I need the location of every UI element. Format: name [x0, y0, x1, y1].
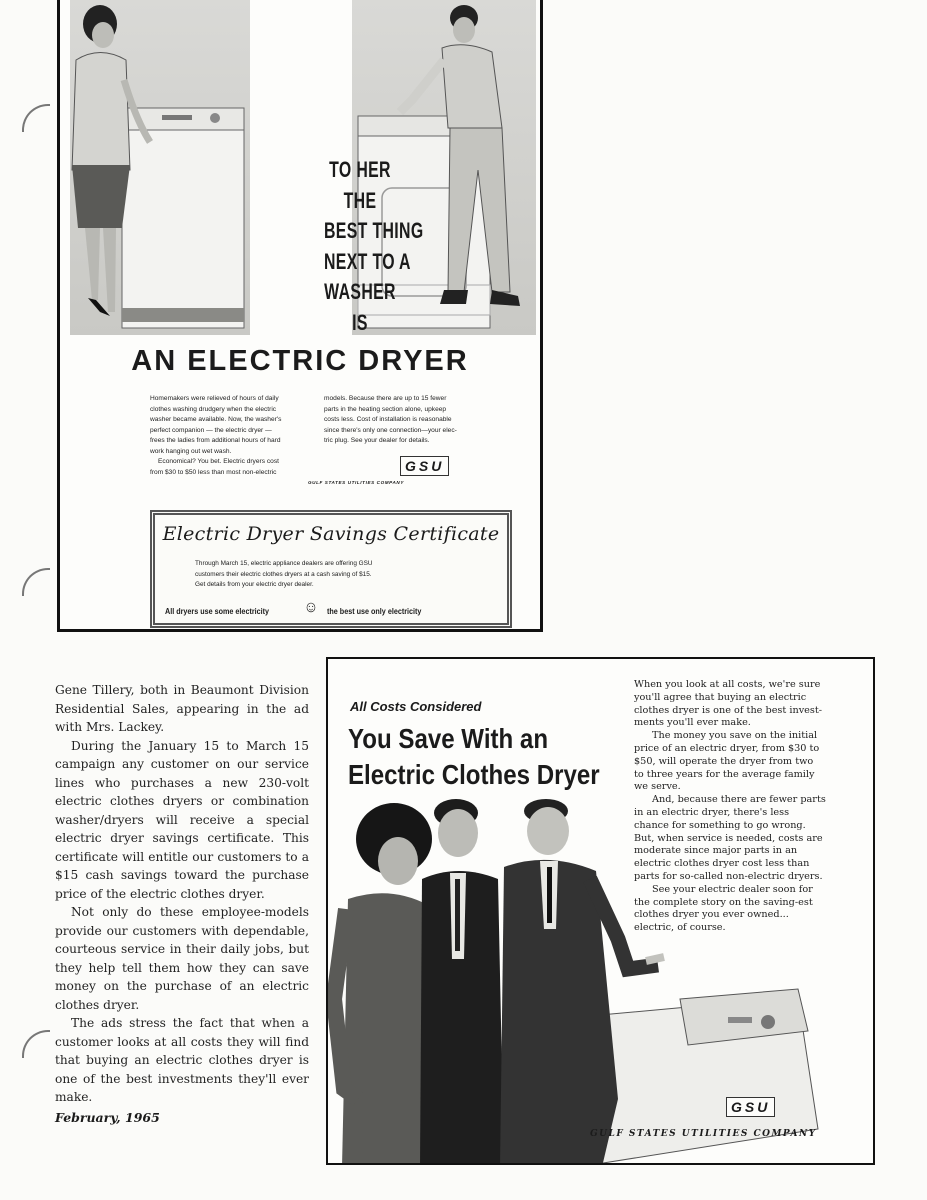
ad-body-line: since there's only one connection—your elec- — [324, 426, 457, 434]
savings-certificate — [150, 510, 512, 628]
headline-line: NEXT TO A — [324, 248, 411, 274]
ad-body-line: work hanging out wet wash. — [150, 447, 232, 455]
ad-body-line: costs less. Cost of installation is reasonable — [324, 416, 452, 423]
certificate-footer-right: the best use only electricity — [327, 607, 422, 616]
binder-hole-top — [22, 104, 50, 132]
certificate-line: Through March 15, electric appliance dealers are offering GSU — [195, 560, 373, 567]
electric-dryer-ad — [57, 0, 543, 632]
ad-body-right-column — [324, 394, 474, 447]
ad-copy-paragraph: See your electric dealer soon for the complete story on the saving-est clothes dryer you ever owned... electric, of course. — [634, 883, 813, 934]
certificate-body — [195, 559, 475, 591]
certificate-title: Electric Dryer Savings Certificate — [162, 523, 500, 545]
headline-to-her — [324, 155, 424, 338]
certificate-line: Get details from your electric dryer dealer. — [195, 581, 314, 588]
article-paragraph: During the January 15 to March 15 campaign any customer on our service lines who purchases a new 230-volt electric clothes dryers or combination washer/dryers will receive a special electric dryer savings certificate. This certificate will entitle our customers to a $15 cash savings toward the purchase price of the electric clothes dryer. — [55, 738, 309, 901]
headline-line: BEST THING — [324, 218, 424, 243]
ad-copy-paragraph: And, because there are fewer parts in an electric dryer, there's less chance for something to go wrong. But, when service is needed, costs are moderate since major parts in an electric clothes dryer cost less than parts for so-called non-electric dryers. — [634, 794, 826, 882]
ad-copy-paragraph: The money you save on the initial price of an electric dryer, from $30 to $50, will operate the dryer from two to three years for the average family we serve. — [634, 730, 820, 793]
article-paragraph: Not only do these employee-models provide our customers with dependable, courteous service in their daily jobs, but they help tell them how they can save money on the purchase of an electric clothes dryer. — [55, 905, 309, 1012]
ad-title-line: Electric Clothes Dryer — [348, 759, 600, 790]
headline-line: IS — [352, 309, 368, 335]
ad-body-line: Economical? You bet. Electric dryers cost — [158, 458, 279, 465]
ad-title-line: You Save With an — [348, 723, 549, 754]
headline-line: WASHER — [324, 279, 396, 304]
article-body — [55, 681, 309, 1107]
ad-body-line: parts in the heating section alone, upkeep — [324, 405, 447, 413]
binder-hole-middle — [22, 568, 50, 596]
gsu-company-name: GULF STATES UTILITIES COMPANY — [308, 480, 405, 485]
ad-body-line: models. Because there are up to 15 fewer — [324, 395, 447, 402]
gsu-logo-mark: GSU — [726, 1097, 775, 1117]
ad-body-line: frees the ladies from additional hours of hard — [150, 437, 281, 444]
gsu-logo — [400, 456, 449, 476]
ad-kicker: All Costs Considered — [350, 699, 482, 714]
woman-with-washer-photo — [70, 0, 250, 335]
gsu-company-name: GULF STATES UTILITIES COMPANY — [590, 1129, 817, 1139]
ad-body-line: tric plug. See your dealer for details. — [324, 437, 430, 444]
headline-line: THE — [343, 187, 377, 213]
issue-dateline: February, 1965 — [55, 1110, 160, 1125]
article-paragraph: The ads stress the fact that when a customer looks at all costs they will find that buying an electric clothes dryer is one of the best investments they'll ever make. — [55, 1016, 309, 1104]
certificate-footer — [165, 599, 464, 616]
gsu-logo-mark: GSU — [400, 456, 449, 476]
three-people-with-dryer-photo — [328, 799, 875, 1165]
mascot-icon: ☺ — [303, 599, 319, 616]
certificate-line: customers their electric clothes dryers at a cash saving of $15. — [195, 570, 372, 578]
ad-copy-paragraph: When you look at all costs, we're sure you'll agree that buying an electric clothes dryer is one of the best investments you'll ever make. — [634, 679, 823, 729]
ad-body-left-column — [150, 394, 300, 478]
all-costs-considered-ad — [326, 657, 875, 1165]
certificate-footer-left: All dryers use some electricity — [165, 607, 270, 616]
ad-body-line: clothes washing drudgery when the electric — [150, 405, 277, 413]
ad-title — [348, 721, 600, 793]
headline-line: TO HER — [329, 157, 391, 182]
ad-title-electric-dryer: AN ELECTRIC DRYER — [131, 345, 469, 377]
ad-body-line: washer became available. Now, the washer's — [150, 416, 282, 423]
ad-body-line: perfect companion — the electric dryer — — [150, 426, 272, 434]
gsu-logo — [726, 1097, 775, 1117]
article-paragraph: Gene Tillery, both in Beaumont Division Residential Sales, appearing in the ad with Mrs. Lackey. — [55, 683, 309, 734]
binder-hole-bottom — [22, 1030, 50, 1058]
ad-body-line: Homemakers were relieved of hours of daily — [150, 395, 279, 402]
ad-body-line: from $30 to $50 less than most non-electric — [150, 468, 277, 476]
